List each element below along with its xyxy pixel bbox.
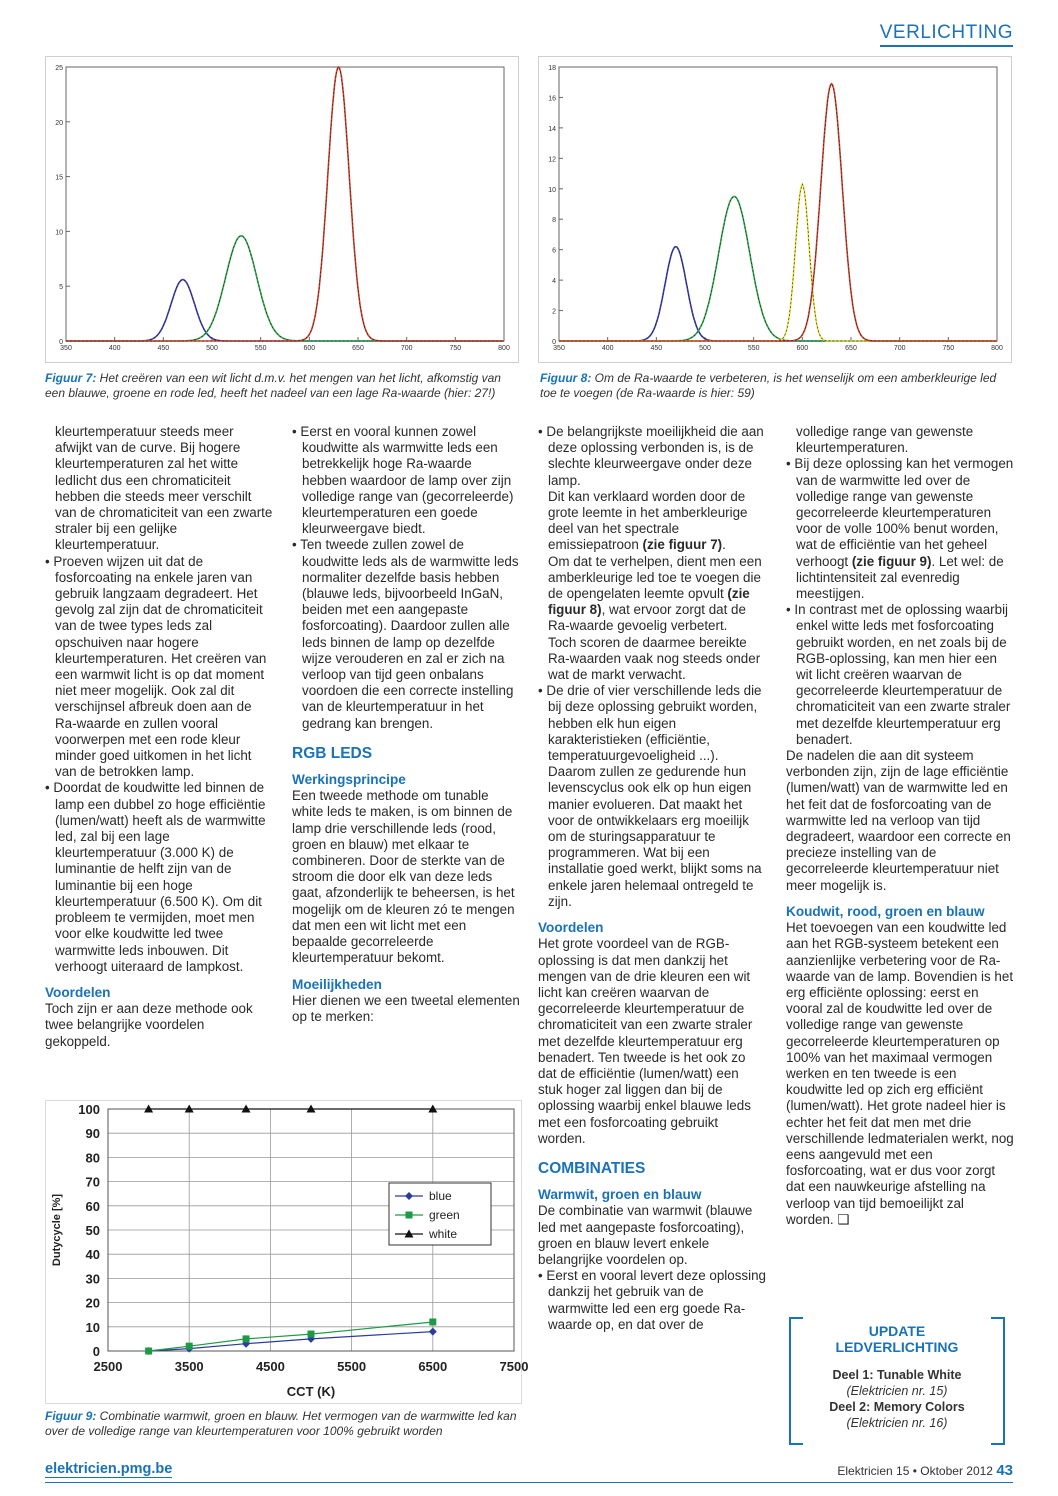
y-tick-label: 5 <box>59 284 63 292</box>
section-header: VERLICHTING <box>880 22 1013 47</box>
legend-marker-green <box>406 1212 413 1219</box>
y-tick-label: 20 <box>55 119 63 127</box>
x-tick-label: 2500 <box>93 1359 123 1374</box>
subheading-warmwit: Warmwit, groen en blauw <box>538 1187 702 1203</box>
paragraph: Het grote voordeel van de RGB-oplossing is dat men dankzij het mengen van de drie kleuren een wit licht kan creëren waarvan de gecorreleerde kleurtemperatuur de chromaticiteit van een zwarte straler met dezelfde kleurtemperatuur erg benadert. Ten tweede is het ook zo dat de efficiëntie (lumen/watt) een stuk hoger zal liggen dan bij de oplossing waarbij enkel blauwe leds met een fosforcoating gebruikt worden. <box>538 936 753 1146</box>
paragraph: Daarom zullen ze gedurende hun levenscyclus ook elk op hun eigen manier evolueren. Dat maakt het voor de ontwikkelaars erg moeilijk om de sturingsapparatuur te programmeren. Wat bij een installatie goed werkt, blijkt soms na enkele jaren helemaal ontregeld te zijn. <box>548 764 762 909</box>
y-tick-label: 30 <box>85 1271 100 1287</box>
spectrum-series-0 <box>559 247 997 341</box>
x-tick-label: 550 <box>747 345 760 352</box>
bullet: • Eerst en vooral kunnen zowel koudwitte als warmwitte leds een betrekkelijk hoge Ra-waarde hebben waardoor de lamp over zijn volledige range van (gecorreleerde) kleurtemperaturen een goede kleurweergave biedt. <box>292 424 514 537</box>
y-tick-label: 0 <box>92 1344 100 1359</box>
column-1 <box>45 424 273 1050</box>
y-tick-label: 20 <box>85 1295 100 1311</box>
column-3 <box>538 424 766 1333</box>
paragraph: Toch scoren de daarmee bereikte Ra-waarden vaak nog steeds onder wat de markt verwacht. <box>548 634 761 683</box>
subheading-werkingsprincipe: Werkingsprincipe <box>292 772 406 788</box>
spectrum-series-1 <box>559 196 997 341</box>
box-part-1: Deel 1: Tunable White <box>832 1368 962 1382</box>
y-tick-label: 0 <box>59 339 63 346</box>
footer-site-link[interactable]: elektricien.pmg.be <box>45 1461 173 1477</box>
x-tick-label: 750 <box>942 345 955 352</box>
figure-9-caption: Figuur 9: Combinatie warmwit, groen en blauw. Het vermogen van de warmwitte led kan over de volledige range van kleurtemperaturen voor 100% gebruikt worden <box>45 1409 517 1438</box>
spectrum-fit-1 <box>66 236 504 341</box>
column-4 <box>786 424 1014 1228</box>
x-tick-label: 350 <box>60 345 72 352</box>
figure-7-caption: Figuur 7: Het creëren van een wit licht d.m.v. het mengen van het licht, afkomstig van een blauwe, groene en rode led, heeft het nadeel van een lage Ra-waarde (hier: 27!) <box>45 371 501 400</box>
x-tick-label: 800 <box>991 345 1003 352</box>
x-tick-label: 4500 <box>255 1359 285 1374</box>
spectrum-fit-0 <box>559 247 997 341</box>
legend-label-white: white <box>429 1227 458 1241</box>
figure-8-chart <box>538 56 1012 363</box>
y-tick-label: 12 <box>548 156 556 164</box>
y-tick-label: 4 <box>552 278 556 286</box>
y-tick-label: 40 <box>85 1247 100 1263</box>
y-tick-label: 8 <box>552 217 556 225</box>
box-part-2: Deel 2: Memory Colors <box>829 1400 965 1414</box>
spectrum-fit-2 <box>66 67 504 341</box>
x-tick-label: 400 <box>108 345 121 352</box>
y-tick-label: 100 <box>78 1102 100 1117</box>
x-tick-label: 400 <box>601 345 614 352</box>
x-tick-label: 650 <box>352 345 364 352</box>
data-point-green <box>308 1331 315 1338</box>
paragraph: volledige range van gewenste kleurtemperaturen. <box>796 424 974 456</box>
data-point-green <box>186 1343 193 1350</box>
plot-frame <box>66 67 504 341</box>
y-tick-label: 10 <box>85 1319 100 1335</box>
paragraph: Om dat te verhelpen, dient men een amberkleurige led toe te voegen die de opengelaten leemte opvult (zie figuur 8), wat ervoor zorgt dat de Ra-waarde gevoelig verbetert. <box>548 553 762 634</box>
page-number: 43 <box>996 1462 1013 1479</box>
data-point-blue <box>429 1328 437 1336</box>
paragraph: Toch zijn er aan deze methode ook twee belangrijke voordelen gekoppeld. <box>45 1001 253 1049</box>
y-tick-label: 0 <box>552 339 556 346</box>
figure-8-caption: Figuur 8: Om de Ra-waarde te verbeteren, is het wenselijk om een amberkleurige led toe te voegen (de Ra-waarde is hier: 59) <box>540 371 997 400</box>
x-tick-label: 600 <box>796 345 809 352</box>
box-title: UPDATE <box>868 1323 926 1339</box>
x-tick-label: 5500 <box>337 1359 367 1374</box>
x-tick-label: 7500 <box>499 1359 529 1374</box>
x-tick-label: 800 <box>498 345 510 352</box>
subheading-moeilijkheden: Moeilijkheden <box>292 976 382 992</box>
section-heading-rgb: RGB LEDS <box>292 744 373 762</box>
y-tick-label: 2 <box>552 308 556 316</box>
paragraph: Het toevoegen van een koudwitte led aan het RGB-systeem betekent een aanzienlijke verbetering voor de Ra-waarde van de lamp. Bovendien is het erg efficiënte oplossing: eerst en vooral zal de koudwitte led over de volledige range van gewenste gecorreleerde kleurtemperaturen op 100% van het maximaal vermogen werken en ten tweede is een koudwitte led op zich erg efficiënt (lumen/watt). Het grote nadeel hier is echter het feit dat men met drie verschillende ledmaterialen werkt, nog eens aangevuld met een fosforcoating, wat er dus voor zorgt dat een nauwkeurige afstelling na verloop van tijd bemoeilijkt zal worden. ❑ <box>786 920 1014 1227</box>
y-axis-label: Dutycycle [%] <box>51 1193 63 1267</box>
series-box <box>789 1317 1005 1443</box>
y-tick-label: 15 <box>55 174 63 182</box>
paragraph: De combinatie van warmwit (blauwe led met aangepaste fosforcoating), groen en blauw levert enkele belangrijke voordelen op. <box>538 1203 753 1267</box>
subheading-voordelen: Voordelen <box>45 984 111 1000</box>
x-tick-label: 3500 <box>174 1359 204 1374</box>
x-tick-label: 500 <box>699 345 711 352</box>
x-tick-label: 450 <box>157 345 170 352</box>
spectrum-chart-rgb <box>46 57 518 362</box>
paragraph: Een tweede methode om tunable white leds te maken, is om binnen de lamp drie verschillende leds (rood, groen en blauw) met elkaar te combineren. Door de sterkte van de stroom die door elk van deze leds gaat, afzonderlijk te beheersen, is het mogelijk om de kleuren zó te mengen dat men een wit licht met een bepaalde gecorreleerde kleurtemperatuur bekomt. <box>292 788 515 966</box>
box-part-1-ref: (Elektricien nr. 15) <box>846 1384 948 1398</box>
paragraph: Dit kan verklaard worden door de grote leemte in het amberkleurige deel van het spectrale emissiepatroon (zie figuur 7). <box>548 488 748 553</box>
x-axis-label: CCT (K) <box>286 1384 336 1399</box>
figure-7-chart <box>45 56 519 363</box>
bullet: • Proeven wijzen uit dat de fosforcoating na enkele jaren van gebruik langzaam degradeert. Het gevolg zal zijn dat de chromaticiteit van de twee types leds zal opschuiven naar hogere kleurtemperaturen. Het creëren van een warmwit licht is op dat moment niet meer mogelijk. Ook zal dit verschijnsel afbreuk doen aan de Ra-waarde en zullen vooral voorwerpen met een rode kleur minder goed uitkomen in het licht van de betrokken lamp. <box>45 553 267 780</box>
bullet: • Eerst en vooral levert deze oplossing dankzij het gebruik van de warmwitte led een erg goede Ra-waarde op, en dat over de <box>538 1268 766 1332</box>
spectrum-fit-1 <box>559 196 997 341</box>
section-heading-combinaties: COMBINATIES <box>538 1159 646 1177</box>
bullet: • Ten tweede zullen zowel de koudwitte leds als de warmwitte leds normaliter dezelfde basis hebben (blauwe leds, bijvoorbeeld InGaN, beiden met een aangepaste fosforcoating). Daardoor zullen alle leds binnen de lamp op dezelfde wijze verouderen en zal er zich na verloop van tijd geen onbalans voordoen die een correcte instelling van de kleurtemperatuur in het gedrang kan brengen. <box>292 537 519 731</box>
y-tick-label: 50 <box>85 1223 100 1238</box>
y-tick-label: 10 <box>548 186 556 194</box>
figure-9-chart <box>45 1100 529 1404</box>
spectrum-fit-0 <box>66 280 504 341</box>
x-tick-label: 650 <box>845 345 857 352</box>
subheading-voordelen: Voordelen <box>538 920 604 936</box>
spectrum-chart-rgba <box>539 57 1011 362</box>
footer-issue: Elektricien 15 • Oktober 2012 43 <box>837 1462 1013 1479</box>
bullet: • De drie of vier verschillende leds die bij deze oplossing gebruikt worden, hebben elk hun eigen karakteristieken (efficiëntie, temperatuurgevoeligheid ...). <box>538 683 762 764</box>
dutycycle-chart <box>46 1101 529 1403</box>
bullet: • In contrast met de oplossing waarbij enkel witte leds met fosforcoating gebruikt worden, en net zoals bij de RGB-oplossing, kan men hier een wit licht creëren waarvan de gecorreleerde kleurtemperatuur de chromaticiteit van een zwarte straler met dezelfde kleurtemperatuur erg benadert. <box>786 602 1011 747</box>
x-tick-label: 550 <box>254 345 267 352</box>
spectrum-series-2 <box>559 184 997 341</box>
y-tick-label: 14 <box>548 125 556 133</box>
x-tick-label: 350 <box>553 345 565 352</box>
y-tick-label: 70 <box>85 1174 100 1190</box>
x-tick-label: 750 <box>449 345 462 352</box>
x-tick-label: 450 <box>650 345 663 352</box>
spectrum-series-0 <box>66 280 504 341</box>
y-tick-label: 18 <box>548 65 556 72</box>
y-tick-label: 16 <box>548 95 556 103</box>
x-tick-label: 700 <box>893 345 906 352</box>
legend-label-blue: blue <box>429 1189 452 1203</box>
spectrum-series-3 <box>559 84 997 341</box>
spectrum-series-2 <box>66 67 504 341</box>
spectrum-series-1 <box>66 236 504 341</box>
spectrum-fit-3 <box>559 84 997 341</box>
legend-label-green: green <box>429 1208 460 1222</box>
footer-rule <box>45 1482 1013 1483</box>
bullet: • De belangrijkste moeilijkheid die aan deze oplossing verbonden is, is de slechte kleurweergave onder deze lamp. <box>538 424 764 488</box>
paragraph: Hier dienen we een tweetal elementen op te merken: <box>292 992 520 1024</box>
paragraph: De nadelen die aan dit systeem verbonden zijn, zijn de lage efficiëntie (lumen/watt) van de warmwitte led en het feit dat de fosforcoating van de warmwitte led na verloop van tijd degradeert, waardoor een correcte en precieze instelling van de gecorreleerde kleurtemperatuur niet meer mogelijk is. <box>786 748 1011 893</box>
y-tick-label: 10 <box>55 229 63 237</box>
y-tick-label: 90 <box>85 1126 100 1142</box>
bullet: • Doordat de koudwitte led binnen de lamp een dubbel zo hoge efficiëntie (lumen/watt) heeft als de warmwitte led, zal bij een lage kleurtemperatuur (3.000 K) de luminantie de helft zijn van de luminantie bij een hoge kleurtemperatuur (6.500 K). Om dit probleem te vermijden, moet men voor elke koudwitte led twee warmwitte leds inbouwen. Dit verhoogt uiteraard de lampkost. <box>45 780 266 974</box>
y-tick-label: 60 <box>85 1198 100 1214</box>
box-part-2-ref: (Elektricien nr. 16) <box>846 1416 948 1430</box>
x-tick-label: 6500 <box>418 1359 448 1374</box>
plot-frame <box>559 67 997 341</box>
data-point-green <box>243 1335 250 1342</box>
data-point-green <box>145 1348 152 1355</box>
spectrum-fit-2 <box>559 184 997 341</box>
x-tick-label: 500 <box>206 345 218 352</box>
paragraph: kleurtemperatuur steeds meer afwijkt van de curve. Bij hogere kleurtemperaturen zal het witte ledlicht dus een chromaticiteit hebben die steeds meer verschilt van de chromaticiteit van een zwarte straler bij een gelijke kleurtemperatuur. <box>55 424 273 553</box>
bullet: • Bij deze oplossing kan het vermogen van de warmwitte led over de volledige range van gewenste gecorreleerde kleurtemperaturen voor de volle 100% benut worden, wat de efficiëntie van het geheel verhoogt (zie figuur 9). Let wel: de lichtintensiteit zal evenredig meestijgen. <box>786 456 1014 602</box>
subheading-koudwit: Koudwit, rood, groen en blauw <box>786 903 985 919</box>
y-tick-label: 25 <box>55 65 63 72</box>
y-tick-label: 6 <box>552 247 556 255</box>
box-title: LEDVERLICHTING <box>835 1339 959 1355</box>
column-2 <box>292 424 520 1025</box>
y-tick-label: 80 <box>85 1150 100 1166</box>
x-tick-label: 600 <box>303 345 316 352</box>
x-tick-label: 700 <box>400 345 413 352</box>
data-point-green <box>429 1318 436 1325</box>
